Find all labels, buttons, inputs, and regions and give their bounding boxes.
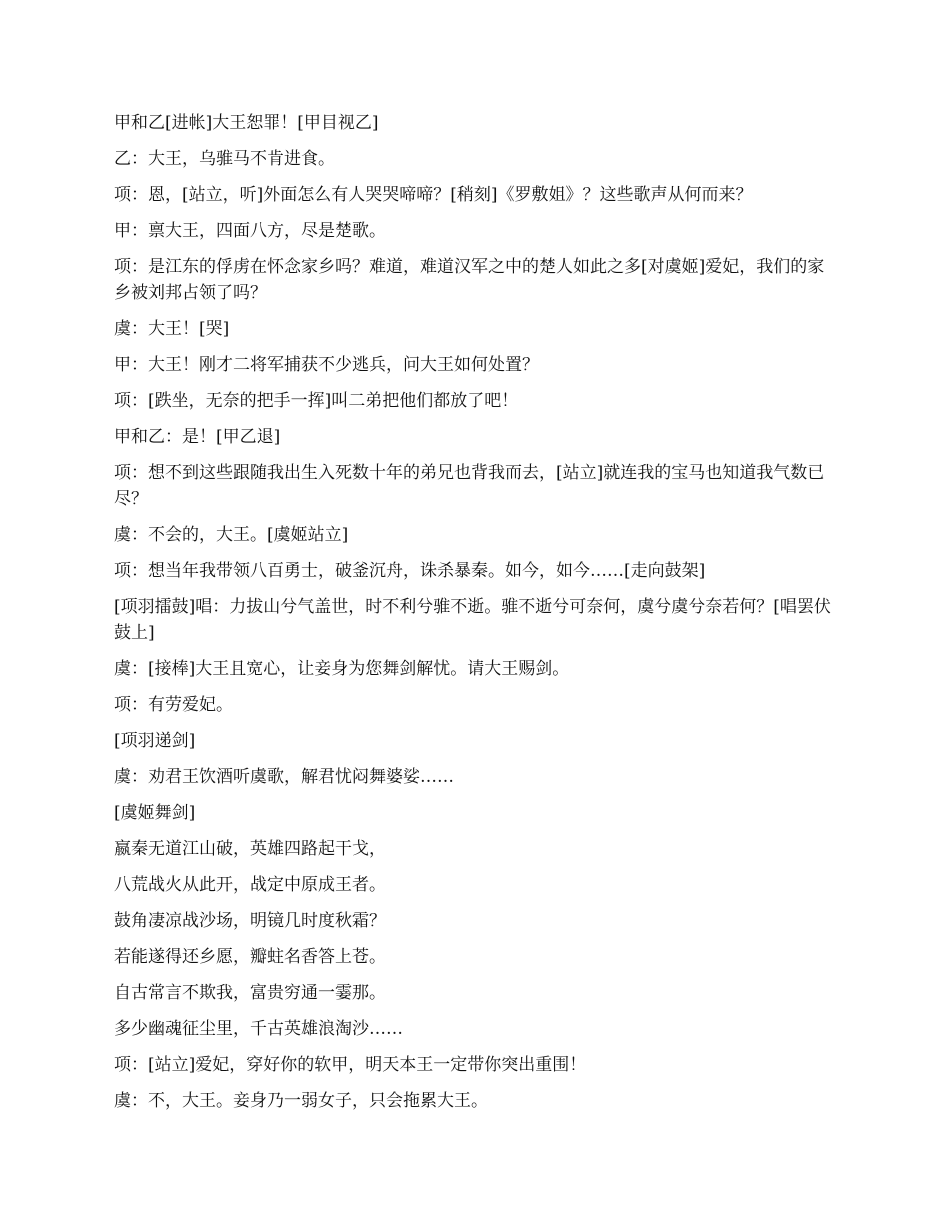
paragraph: 甲：禀大王，四面八方，尽是楚歌。 — [114, 221, 386, 241]
verse-line: 自古常言不欺我，富贵穷通一霎那。 — [114, 983, 386, 1003]
paragraph: 甲：大王！刚才二将军捕获不少逃兵，问大王如何处置？ — [114, 355, 539, 375]
paragraph: 项：是江东的俘虏在怀念家乡吗？难道，难道汉军之中的楚人如此之多[对虞姬]爱妃，我们的家乡被刘邦占领了吗？ — [114, 257, 825, 303]
paragraph: 虞：不，大王。妾身乃一弱女子，只会拖累大王。 — [114, 1091, 488, 1111]
verse-line: 多少幽魂征尘里，千古英雄浪淘沙…… — [114, 1019, 403, 1039]
paragraph: [项羽擂鼓]唱：力拔山兮气盖世，时不利兮骓不逝。骓不逝兮可奈何，虞兮虞兮奈若何？[唱罢伏鼓上] — [114, 597, 831, 643]
script-body — [114, 110, 839, 1124]
paragraph: 项：[站立]爱妃，穿好你的软甲，明天本王一定带你突出重围！ — [114, 1055, 587, 1075]
paragraph: 项：想不到这些跟随我出生入死数十年的弟兄也背我而去，[站立]就连我的宝马也知道我气数已尽？ — [114, 463, 825, 509]
paragraph: 项：恩，[站立，听]外面怎么有人哭哭啼啼？[稍刻]《罗敷姐》？这些歌声从何而来？ — [114, 185, 753, 205]
verse-line: 嬴秦无道江山破，英雄四路起干戈， — [114, 839, 386, 859]
paragraph: 虞：不会的，大王。[虞姬站立] — [114, 525, 349, 545]
paragraph: 甲和乙[进帐]大王恕罪！[甲目视乙] — [114, 113, 379, 133]
paragraph: 甲和乙：是！[甲乙退] — [114, 427, 281, 447]
paragraph: [虞姬舞剑] — [114, 803, 196, 823]
paragraph: 虞：[接棒]大王且宽心，让妾身为您舞剑解忧。请大王赐剑。 — [114, 659, 570, 679]
verse-line: 八荒战火从此开，战定中原成王者。 — [114, 875, 386, 895]
verse-line: 若能遂得还乡愿，瓣蛀名香答上苍。 — [114, 947, 386, 967]
paragraph: 项：想当年我带领八百勇士，破釜沉舟，诛杀暴秦。如今，如今……[走向鼓架] — [114, 561, 706, 581]
paragraph: 虞：劝君王饮酒听虞歌，解君忧闷舞婆娑…… — [114, 767, 454, 787]
paragraph: 项：有劳爱妃。 — [114, 695, 233, 715]
verse-line: 鼓角凄凉战沙场，明镜几时度秋霜？ — [114, 911, 386, 931]
paragraph: 乙：大王，乌骓马不肯进食。 — [114, 149, 335, 169]
paragraph: [项羽递剑] — [114, 731, 196, 751]
paragraph: 虞：大王！[哭] — [114, 319, 230, 339]
paragraph: 项：[跌坐，无奈的把手一挥]叫二弟把他们都放了吧！ — [114, 391, 519, 411]
